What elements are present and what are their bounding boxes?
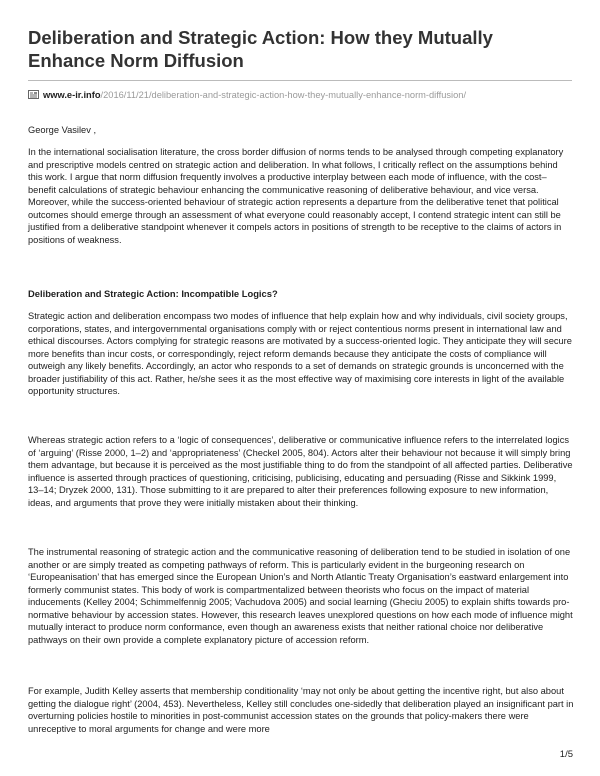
- page-title: Deliberation and Strategic Action: How they Mutually Enhance Norm Diffusion: [28, 27, 493, 71]
- section-heading: Deliberation and Strategic Action: Incompatible Logics?: [28, 288, 278, 299]
- source-domain[interactable]: www.e-ir.info: [43, 90, 101, 100]
- paragraph-intro: In the international socialisation literature, the cross border diffusion of norms tends to be analysed through competing explanatory and prescriptive models centred on strategic action and deliberation. In what follows, I critically reflect on the assumptions behind this work. I argue that norm diffusion frequently involves a productive interplay between each mode of influence, with the cost–benefit calculations of strategic behaviour enhancing the communicative reasoning of deliberative behaviour, and vice versa. Moreover, while the success-oriented behaviour of strategic action represents a departure from the deliberative tenet that political outcomes should emerge through an assessment of what everyone could reasonably accept, I contend strategic intent can still be justified from a deliberative standpoint whenever it compels actors in positions of strength to be receptive to the claims of actors in positions of weakness.: [28, 147, 564, 245]
- author-name: George Vasilev ,: [28, 125, 97, 135]
- paragraph-3: The instrumental reasoning of strategic action and the communicative reasoning of deliberation tend to be studied in isolation of one another or are simply treated as competing pathways of reform. This is particularly evident in the burgeoning research on ‘Europeanisation’ that has emerged since the European Union’s and North Atlantic Treaty Organisation’s eastward enlargement into formerly communist states. This body of work is compartmentalized between theorists who focus on the impact of material inducements (Kelley 2004; Schimmelfennig 2005; Vachudova 2005) and social learning (Gheciu 2005) to explain shifts towards pro-normative behaviour by accession states. However, this research leaves unexplored questions on how each mode of influence might mutually interact to produce norm conformance, even though an awareness exists that neither rational choice nor deliberative pathways on their own provide a complete explanatory picture of accession reform.: [28, 547, 573, 645]
- source-path[interactable]: /2016/11/21/deliberation-and-strategic-action-how-they-mutually-enhance-norm-diffusion/: [100, 90, 467, 100]
- paragraph-2: Whereas strategic action refers to a ‘logic of consequences’, deliberative or communicative influence refers to the interrelated logics of ‘arguing’ (Risse 2000, 1–2) and ‘appropriateness’ (Checkel 2005, 804). Actors alter their behaviour not because it will simply bring them advantage, but because it is perceived as the most justifiable thing to do from the standpoint of all affected parties. Deliberative influence is asserted through practices of questioning, criticising, publicising, educating and persuading (Risse and Sikkink 1999, 13–14; Dryzek 2000, 131). Those submitting to it are prepared to alter their preferences following exposure to new information, ideas, and arguments that prove they were initially mistaken about their thinking.: [28, 435, 573, 508]
- paragraph-4: For example, Judith Kelley asserts that membership conditionality ‘may not only be about getting the incentive right, but also about getting the dialogue right’ (2004, 453). Nevertheless, Kelley still concludes one-sidedly that deliberation played an insignificant part in overturning policies hostile to minorities in post-communist accession states on the grounds that policy-makers there were unreceptive to moral arguments for change and were more: [28, 686, 574, 734]
- paragraph-1: Strategic action and deliberation encompass two modes of influence that help explain how and why individuals, civil society groups, corporations, states, and intergovernmental organisations comply with or reject contentious norms present in international law and ethical discourses. Actors complying for strategic reasons are motivated by a success-oriented logic. They anticipate they will secure more benefits than incur costs, or correspondingly, reject reform demands because they anticipate the costs of compliance will outweigh any likely benefits. Accordingly, an actor who responds to a set of demands on strategic grounds is unconcerned with the broader justifiability of this act. Rather, he/she sees it as the most effective way of maximising core interests in light of the available opportunity structures.: [28, 311, 572, 397]
- title-divider: [28, 80, 572, 81]
- source-url[interactable]: [28, 89, 573, 101]
- link-icon: [28, 90, 39, 99]
- page-number: 1/5: [559, 749, 573, 760]
